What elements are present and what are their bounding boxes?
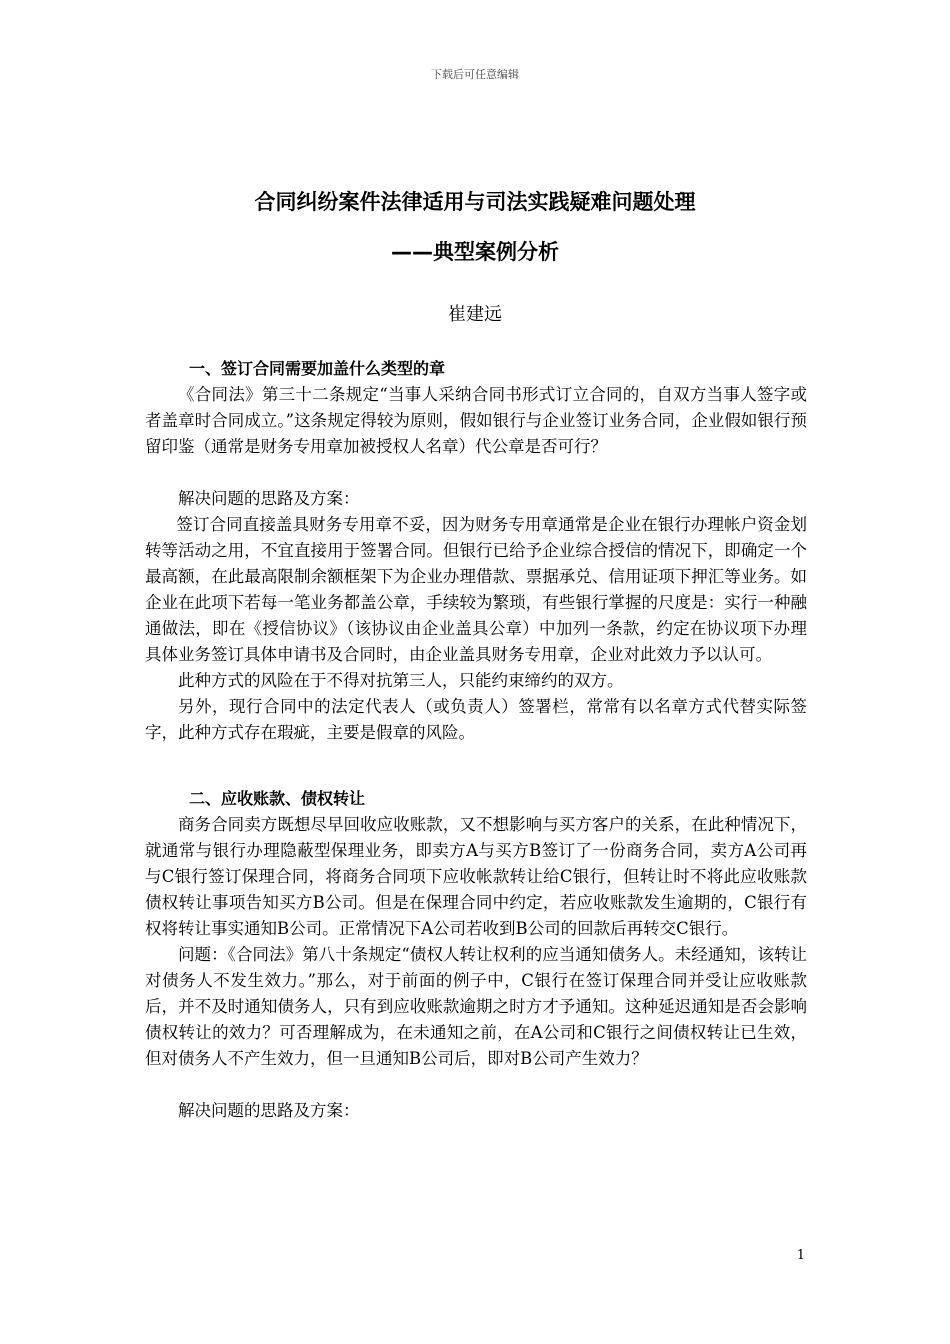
paragraph: 此种方式的风险在于不得对抗第三人，只能约束缔约的双方。 <box>178 671 624 690</box>
header-note: 下载后可任意编辑 <box>431 68 519 81</box>
section-heading: 二、应收账款、债权转让 <box>189 789 366 808</box>
document-body <box>145 356 807 1124</box>
solution-label: 解决问题的思路及方案： <box>178 489 360 508</box>
section-heading: 一、签订合同需要加盖什么类型的章 <box>189 359 446 378</box>
paragraph: 另外，现行合同中的法定代表人（或负责人）签署栏，常常有以名章方式代替实际签字，此种方式存在瑕疵，主要是假章的风险。 <box>145 697 807 742</box>
paragraph: 问题：《合同法》第八十条规定“债权人转让权利的应当通知债务人。未经通知，该转让对债务人不发生效力。”那么，对于前面的例子中，C银行在签订保理合同并受让应收账款后，并不及时通知债务人，只有到应收账款逾期之时方才予通知。这种延迟通知是否会影响债权转让的效力？可否理解成为，在未通知之前，在A公司和C银行之间债权转让已生效，但对债务人不产生效力，但一旦通知B公司后，即对B公司产生效力？ <box>145 945 807 1068</box>
document-title: 合同纠纷案件法律适用与司法实践疑难问题处理 <box>254 190 696 214</box>
solution-label: 解决问题的思路及方案： <box>178 1101 360 1120</box>
paragraph: 《合同法》第三十二条规定“当事人采纳合同书形式订立合同的，自双方当事人签字或者盖章时合同成立。”这条规定得较为原则，假如银行与企业签订业务合同，企业假如银行预留印鉴（通常是财务专用章加被授权人名章）代公章是否可行？ <box>145 385 807 456</box>
paragraph: 商务合同卖方既想尽早回收应收账款，又不想影响与买方客户的关系，在此种情况下，就通常与银行办理隐蔽型保理业务，即卖方A与买方B签订了一份商务合同，卖方A公司再与C银行签订保理合同，将商务合同项下应收帐款转让给C银行，但转让时不将此应收账款债权转让事项告知买方B公司。但是在保理合同中约定，若应收账款发生逾期的，C银行有权将转让事实通知B公司。正常情况下A公司若收到B公司的回款后再转交C银行。 <box>145 815 807 938</box>
paragraph: 签订合同直接盖具财务专用章不妥，因为财务专用章通常是企业在银行办理帐户资金划转等活动之用，不宜直接用于签署合同。但银行已给予企业综合授信的情况下，即确定一个最高额，在此最高限制余额框架下为企业办理借款、票据承兑、信用证项下押汇等业务。如企业在此项下若每一笔业务都盖公章，手续较为繁琐，有些银行掌握的尺度是：实行一种融通做法，即在《授信协议》（该协议由企业盖具公章）中加列一条款，约定在协议项下办理具体业务签订具体申请书及合同时，由企业盖具财务专用章，企业对此效力予以认可。 <box>145 515 807 664</box>
author-name: 崔建远 <box>448 304 502 325</box>
document-subtitle: ——典型案例分析 <box>391 240 559 264</box>
page-number: 1 <box>796 1248 805 1263</box>
